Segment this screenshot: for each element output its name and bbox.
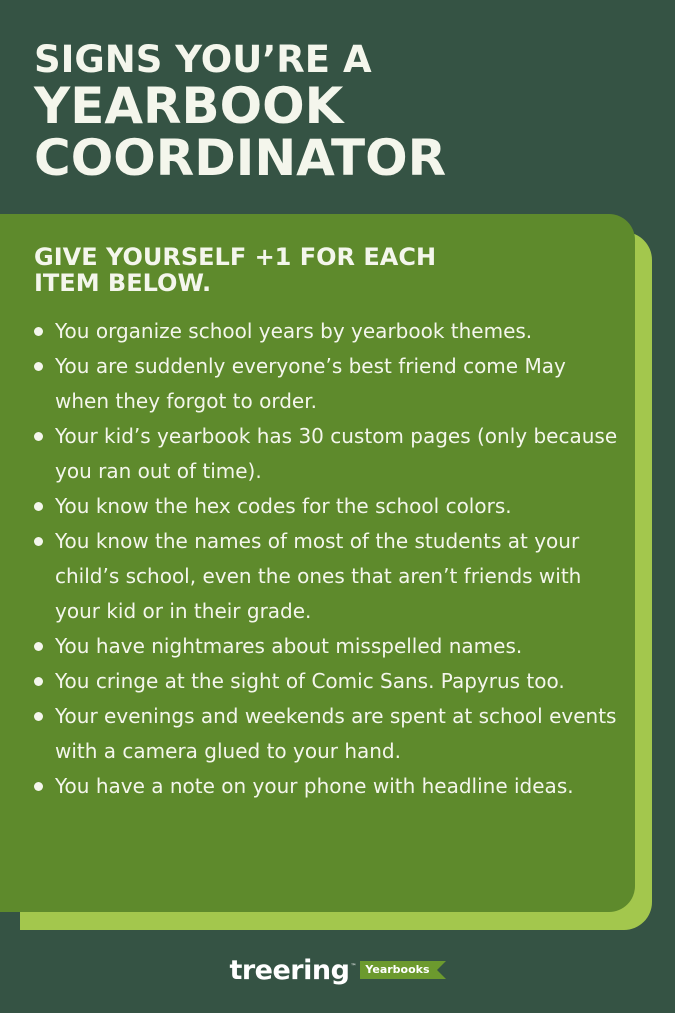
title-line-3: COORDINATOR — [34, 129, 447, 187]
bullet-icon — [34, 537, 43, 546]
treering-logo — [229, 955, 445, 986]
list-item — [34, 314, 626, 349]
list-item-text: You have a note on your phone with headline ideas. — [55, 774, 574, 798]
list-item — [34, 664, 626, 699]
brand-name: treering — [229, 954, 350, 986]
bullet-icon — [34, 502, 43, 511]
list-item — [34, 349, 626, 419]
list-item — [34, 629, 626, 664]
bullet-icon — [34, 712, 43, 721]
list-item — [34, 524, 626, 629]
trademark-mark: ™ — [350, 962, 357, 970]
card-heading: GIVE YOURSELF +1 FOR EACH ITEM BELOW. — [34, 243, 437, 297]
list-item-text: You are suddenly everyone’s best friend come May when they forgot to order. — [55, 354, 566, 413]
bullet-icon — [34, 432, 43, 441]
list-item-text: Your kid’s yearbook has 30 custom pages (only because you ran out of time). — [55, 424, 618, 483]
list-item-text: You have nightmares about misspelled names. — [55, 634, 523, 658]
title-line-1: SIGNS YOU’RE A — [34, 38, 372, 81]
list-item-text: Your evenings and weekends are spent at school events with a camera glued to your hand. — [55, 704, 617, 763]
list-item — [34, 769, 626, 804]
title-line-2: YEARBOOK — [34, 77, 344, 135]
bullet-icon — [34, 327, 43, 336]
bullet-icon — [34, 362, 43, 371]
checklist — [34, 314, 626, 804]
checklist-card — [0, 214, 635, 912]
list-item — [34, 489, 626, 524]
bullet-icon — [34, 677, 43, 686]
list-item-text: You cringe at the sight of Comic Sans. Papyrus too. — [55, 669, 565, 693]
yearbooks-tag: Yearbooks — [360, 961, 445, 979]
list-item-text: You organize school years by yearbook themes. — [55, 319, 533, 343]
footer — [0, 948, 675, 992]
list-item — [34, 419, 626, 489]
bullet-icon — [34, 642, 43, 651]
list-item-text: You know the hex codes for the school colors. — [55, 494, 512, 518]
list-item-text: You know the names of most of the students at your child’s school, even the ones that aren’t friends with your kid or in their grade. — [55, 529, 582, 623]
list-item — [34, 699, 626, 769]
page-title — [34, 38, 447, 187]
bullet-icon — [34, 782, 43, 791]
